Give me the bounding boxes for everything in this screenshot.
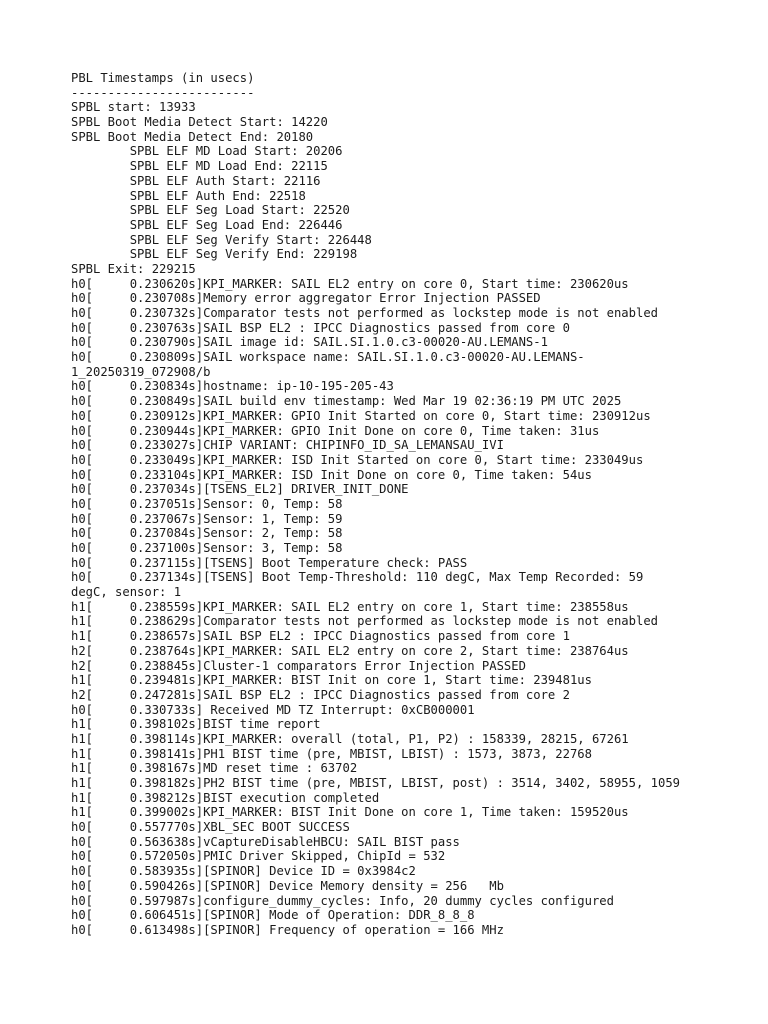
log-line: degC, sensor: 1 — [71, 585, 182, 600]
log-line: h1[ 0.398141s]PH1 BIST time (pre, MBIST, LBIST) : 1573, 3873, 22768 — [71, 746, 592, 761]
log-line: h0[ 0.237034s][TSENS_EL2] DRIVER_INIT_DONE — [71, 482, 409, 497]
log-line: SPBL ELF Auth End: 22518 — [71, 188, 306, 203]
log-line: SPBL ELF Seg Verify Start: 226448 — [71, 232, 372, 247]
log-line: h0[ 0.233027s]CHIP VARIANT: CHIPINFO_ID_SA_LEMANSAU_IVI — [71, 438, 504, 453]
log-line: h1[ 0.398212s]BIST execution completed — [71, 790, 380, 805]
log-line: h1[ 0.238559s]KPI_MARKER: SAIL EL2 entry on core 1, Start time: 238558us — [71, 599, 629, 614]
log-line: h0[ 0.233049s]KPI_MARKER: ISD Init Started on core 0, Start time: 233049us — [71, 452, 644, 467]
log-line: h0[ 0.583935s][SPINOR] Device ID = 0x3984c2 — [71, 864, 416, 879]
log-line: h2[ 0.238764s]KPI_MARKER: SAIL EL2 entry on core 2, Start time: 238764us — [71, 643, 629, 658]
log-line: h0[ 0.590426s][SPINOR] Device Memory density = 256 Mb — [71, 878, 504, 893]
log-line: h1[ 0.238657s]SAIL BSP EL2 : IPCC Diagnostics passed from core 1 — [71, 629, 570, 644]
log-line: SPBL ELF MD Load Start: 20206 — [71, 144, 343, 159]
log-line: h0[ 0.230763s]SAIL BSP EL2 : IPCC Diagnostics passed from core 0 — [71, 320, 570, 335]
log-line: h0[ 0.230708s]Memory error aggregator Error Injection PASSED — [71, 291, 541, 306]
log-line: h0[ 0.330733s] Received MD TZ Interrupt: 0xCB000001 — [71, 702, 475, 717]
log-line: h1[ 0.239481s]KPI_MARKER: BIST Init on core 1, Start time: 239481us — [71, 673, 592, 688]
log-line: h0[ 0.237100s]Sensor: 3, Temp: 58 — [71, 541, 343, 555]
log-line: SPBL ELF Auth Start: 22116 — [71, 173, 321, 188]
log-line: h0[ 0.230849s]SAIL build env timestamp: Wed Mar 19 02:36:19 PM UTC 2025 — [71, 394, 622, 409]
log-line: h0[ 0.230944s]KPI_MARKER: GPIO Init Done on core 0, Time taken: 31us — [71, 423, 600, 438]
log-line: h1[ 0.398114s]KPI_MARKER: overall (total, P1, P2) : 158339, 28215, 67261 — [71, 731, 629, 746]
log-line: PBL Timestamps (in usecs) — [71, 71, 255, 85]
log-line: h2[ 0.238845s]Cluster-1 comparators Error Injection PASSED — [71, 658, 526, 673]
log-line: h2[ 0.247281s]SAIL BSP EL2 : IPCC Diagnostics passed from core 2 — [71, 687, 570, 702]
log-line: SPBL ELF Seg Verify End: 229198 — [71, 247, 358, 262]
log-line: h1[ 0.399002s]KPI_MARKER: BIST Init Done on core 1, Time taken: 159520us — [71, 805, 629, 820]
boot-log — [71, 71, 751, 938]
log-line: h0[ 0.613498s][SPINOR] Frequency of operation = 166 MHz — [71, 922, 504, 937]
log-line: h0[ 0.572050s]PMIC Driver Skipped, ChipId = 532 — [71, 849, 446, 864]
log-line: h0[ 0.230790s]SAIL image id: SAIL.SI.1.0.c3-00020-AU.LEMANS-1 — [71, 335, 548, 350]
log-line: h0[ 0.606451s][SPINOR] Mode of Operation: DDR_8_8_8 — [71, 908, 475, 923]
log-line: SPBL ELF Seg Load End: 226446 — [71, 217, 343, 232]
log-line: 1_20250319_072908/b — [71, 364, 211, 379]
log-line: h0[ 0.230732s]Comparator tests not performed as lockstep mode is not enabled — [71, 306, 658, 320]
log-line: h0[ 0.237051s]Sensor: 0, Temp: 58 — [71, 496, 343, 511]
log-line: h1[ 0.398182s]PH2 BIST time (pre, MBIST, LBIST, post) : 3514, 3402, 58955, 1059 — [71, 776, 681, 790]
log-line: h0[ 0.597987s]configure_dummy_cycles: Info, 20 dummy cycles configured — [71, 893, 614, 908]
log-line: SPBL start: 13933 — [71, 100, 196, 115]
log-line: SPBL Boot Media Detect End: 20180 — [71, 129, 314, 144]
log-line: h0[ 0.230620s]KPI_MARKER: SAIL EL2 entry on core 0, Start time: 230620us — [71, 276, 629, 291]
log-line: h0[ 0.237115s][TSENS] Boot Temperature check: PASS — [71, 555, 468, 570]
log-line: h0[ 0.230809s]SAIL workspace name: SAIL.SI.1.0.c3-00020-AU.LEMANS- — [71, 350, 585, 365]
log-line: h0[ 0.230834s]hostname: ip-10-195-205-43 — [71, 379, 394, 394]
log-line: SPBL Exit: 229215 — [71, 261, 196, 276]
log-line: h0[ 0.233104s]KPI_MARKER: ISD Init Done on core 0, Time taken: 54us — [71, 467, 592, 482]
log-line: h0[ 0.557770s]XBL_SEC BOOT SUCCESS — [71, 820, 350, 835]
log-line: h0[ 0.237084s]Sensor: 2, Temp: 58 — [71, 526, 343, 541]
log-line: SPBL Boot Media Detect Start: 14220 — [71, 115, 328, 130]
log-line: h0[ 0.237067s]Sensor: 1, Temp: 59 — [71, 511, 343, 526]
log-line: SPBL ELF Seg Load Start: 22520 — [71, 203, 350, 218]
log-line: h0[ 0.230912s]KPI_MARKER: GPIO Init Started on core 0, Start time: 230912us — [71, 408, 651, 423]
log-line: h0[ 0.563638s]vCaptureDisableHBCU: SAIL BIST pass — [71, 834, 460, 849]
log-line: h0[ 0.237134s][TSENS] Boot Temp-Threshold: 110 degC, Max Temp Recorded: 59 — [71, 570, 644, 585]
log-line: h1[ 0.398102s]BIST time report — [71, 717, 321, 732]
log-line: h1[ 0.398167s]MD reset time : 63702 — [71, 761, 358, 776]
log-line: SPBL ELF MD Load End: 22115 — [71, 159, 328, 174]
log-line: ------------------------- — [71, 85, 255, 100]
log-line: h1[ 0.238629s]Comparator tests not performed as lockstep mode is not enabled — [71, 614, 658, 629]
